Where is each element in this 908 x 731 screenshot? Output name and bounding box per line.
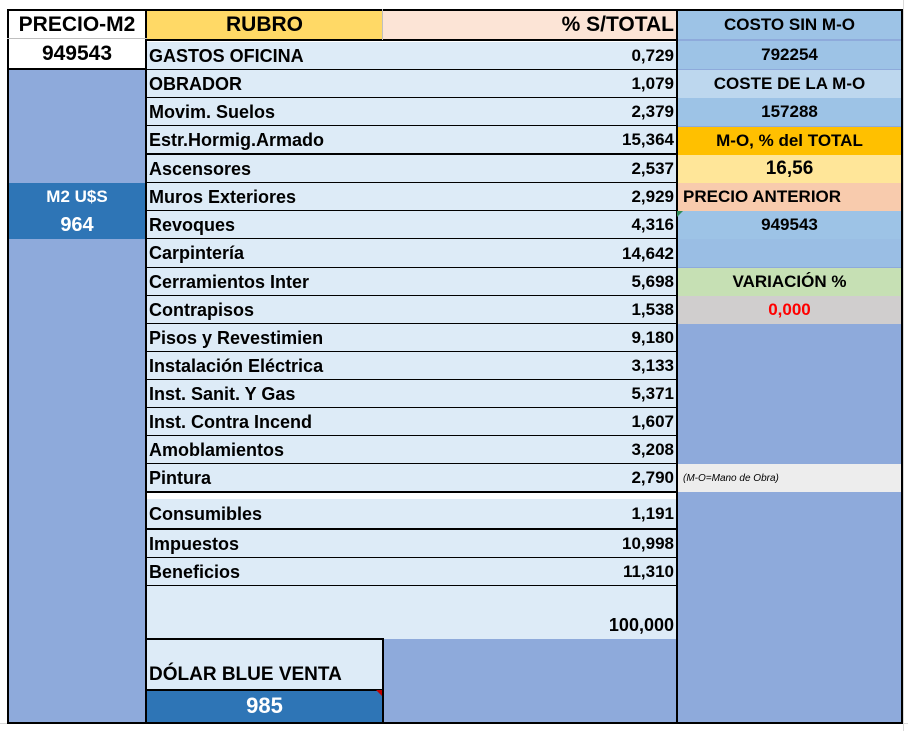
rubro-pct: 2,379 [631, 102, 674, 121]
table-row[interactable] [146, 408, 677, 436]
rubro-pct: 2,790 [631, 468, 674, 487]
left-column-fill [8, 69, 146, 722]
costo-sin-mo-value[interactable]: 792254 [678, 41, 901, 69]
table-row[interactable] [146, 380, 677, 408]
rubro-name: Instalación Eléctrica [149, 355, 324, 376]
rubro-pct: 4,316 [631, 215, 674, 234]
rubro-name: Inst. Contra Incend [149, 411, 313, 432]
rubro-pct: 10,998 [622, 534, 674, 553]
rubro-name: Cerramientos Inter [149, 271, 310, 292]
rubro-name: Ascensores [149, 158, 252, 179]
rubro-name: Consumibles [149, 503, 263, 524]
row-divider [146, 491, 677, 493]
rubro-pct: 14,642 [622, 243, 674, 263]
variacion-label[interactable]: VARIACIÓN % [678, 268, 901, 296]
table-row[interactable] [146, 268, 677, 296]
table-row[interactable] [146, 464, 677, 492]
mo-pct-value[interactable]: 16,56 [678, 155, 901, 183]
table-row[interactable] [146, 530, 677, 558]
table-row[interactable] [146, 352, 677, 380]
rubro-pct: 5,698 [631, 272, 674, 291]
divider-right [676, 9, 678, 724]
precio-anterior-label[interactable]: PRECIO ANTERIOR [678, 183, 901, 211]
total-header[interactable]: % S/TOTAL [383, 10, 677, 39]
blank-cell[interactable] [678, 239, 901, 267]
rubro-name: Revoques [149, 214, 236, 235]
dolar-label[interactable]: DÓLAR BLUE VENTA [149, 664, 342, 685]
rubro-pct: 3,208 [631, 440, 674, 459]
table-row[interactable] [146, 42, 677, 70]
table-row[interactable] [146, 239, 677, 268]
divider-left [145, 9, 147, 724]
rubro-name: Estr.Hormig.Armado [149, 129, 325, 150]
m2-usd-label[interactable]: M2 U$S [8, 183, 146, 211]
table-row[interactable] [146, 155, 677, 183]
rubro-pct: 15,364 [622, 130, 674, 149]
costo-sin-mo-label[interactable]: COSTO SIN M-O [678, 10, 901, 39]
total-row[interactable] [146, 586, 677, 639]
m2-usd-value[interactable]: 964 [8, 211, 146, 239]
table-row[interactable] [146, 436, 677, 464]
rubro-pct: 1,607 [631, 412, 674, 431]
table-row[interactable] [146, 499, 677, 529]
rubro-pct: 2,929 [631, 187, 674, 206]
precio-m2-value[interactable]: 949543 [8, 39, 146, 69]
table-row[interactable] [146, 211, 677, 239]
variacion-value[interactable]: 0,000 [678, 296, 901, 324]
rubro-name: Beneficios [149, 561, 241, 582]
rubro-name: OBRADOR [149, 73, 242, 94]
table-row[interactable] [146, 324, 677, 352]
rubro-pct: 9,180 [631, 328, 674, 347]
rubro-name: Inst. Sanit. Y Gas [149, 383, 296, 404]
rubro-name: Impuestos [149, 533, 240, 554]
rubro-name: Pisos y Revestimien [149, 327, 324, 348]
rubro-pct: 0,729 [631, 46, 674, 65]
table-row[interactable] [146, 558, 677, 586]
header-divider [146, 39, 677, 41]
comment-marker [677, 211, 683, 217]
rubro-pct: 1,538 [631, 300, 674, 319]
rubro-pct: 2,537 [631, 159, 674, 178]
dolar-value[interactable]: 985 [146, 690, 383, 722]
rubro-name: Muros Exteriores [149, 186, 297, 207]
mo-note[interactable]: (M-O=Mano de Obra) [678, 464, 901, 492]
rubro-name: Contrapisos [149, 299, 255, 320]
rubro-pct: 1,079 [631, 74, 674, 93]
rubro-header[interactable]: RUBRO [146, 10, 383, 39]
table-row[interactable] [146, 126, 677, 154]
dolar-right-fill [383, 639, 677, 722]
rubro-name: Movim. Suelos [149, 101, 276, 122]
coste-mo-value[interactable]: 157288 [678, 98, 901, 126]
table-row[interactable] [146, 70, 677, 98]
left-divider-h [7, 68, 147, 70]
rubro-name: Carpintería [149, 243, 245, 263]
rubro-name: Pintura [149, 467, 212, 488]
precio-m2-header[interactable]: PRECIO-M2 [8, 10, 146, 39]
comment-marker [376, 690, 382, 696]
table-row[interactable] [146, 296, 677, 324]
rubro-name: Amoblamientos [149, 439, 285, 460]
divider-mid [382, 9, 383, 40]
table-row[interactable] [146, 183, 677, 211]
mo-pct-label[interactable]: M-O, % del TOTAL [678, 127, 901, 155]
left-divider-h2 [7, 38, 147, 39]
rubro-name: GASTOS OFICINA [149, 45, 304, 66]
rubro-pct: 1,191 [631, 504, 674, 523]
table-row[interactable] [146, 98, 677, 126]
coste-mo-label[interactable]: COSTE DE LA M-O [678, 70, 901, 98]
rubro-pct: 5,371 [631, 384, 674, 403]
precio-anterior-value[interactable]: 949543 [678, 211, 901, 239]
dolar-value-border [145, 689, 384, 691]
total-value: 100,000 [608, 615, 674, 635]
rubro-pct: 3,133 [631, 356, 674, 375]
rubro-pct: 11,310 [622, 562, 674, 581]
